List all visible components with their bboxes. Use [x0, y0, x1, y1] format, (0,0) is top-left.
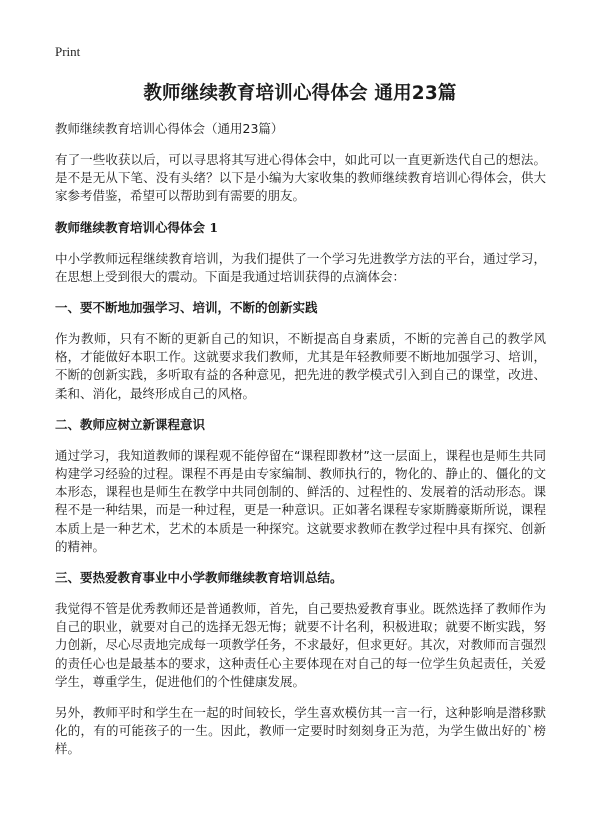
point-3-paragraph-2: 另外，教师平时和学生在一起的时间较长，学生喜欢模仿其一言一行，这种影响是潜移默化的，有的可能孩子的一生。因此，教师一定要时时刻刻身正为范，为学生做出好的`榜样。: [55, 705, 546, 757]
point-3-paragraph-1: 我觉得不管是优秀教师还是普通教师，首先，自己要热爱教育事业。既然选择了教师作为自己的职业，就要对自己的选择无怨无悔；就要不计名利，积极进取；就要不断实践，努力创新，尽心尽责地完成每一项教学任务，不求最好，但求更好。其次，对教师而言强烈的责任心也是最基本的要求，这种责任心主要体现在对自己的每一位学生负起责任，关爱学生，尊重学生，促进他们的个性健康发展。: [55, 601, 546, 689]
point-2-paragraph: 通过学习，我知道教师的课程观不能停留在“课程即教材”这一层面上，课程也是师生共同构建学习经验的过程。课程不再是由专家编制、教师执行的，物化的、静止的、僵化的文本形态，课程也是师生在教学中共同创制的、鲜活的、过程性的、发展着的活动形态。课程不是一种结果，而是一种过程，更是一种意识。正如著名课程专家斯腾豪斯所说，课程本质上是一种艺术，艺术的本质是一种探究。这就要求教师在教学过程中具有探究、创新的精神。: [55, 447, 546, 554]
point-1-paragraph: 作为教师，只有不断的更新自己的知识，不断提高自身素质，不断的完善自己的教学风格，才能做好本职工作。这就要求我们教师，尤其是年轻教师要不断地加强学习、培训，不断的创新实践，多听取有益的各种意见，把先进的教学模式引入到自己的课堂，改进、柔和、消化，最终形成自己的风格。: [55, 331, 546, 401]
point-3-heading: 三、要热爱教育事业中小学教师继续教育培训总结。: [55, 570, 343, 586]
intro-paragraph: 有了一些收获以后，可以寻思将其写进心得体会中，如此可以一直更新迭代自己的想法。是不是无从下笔、没有头绪？以下是小编为大家收集的教师继续教育培训心得体会，供大家参考借鉴，希望可以帮助到有需要的朋友。: [55, 152, 546, 204]
point-1-heading: 一、要不断地加强学习、培训，不断的创新实践: [55, 300, 318, 316]
document-title: 教师继续教育培训心得体会 通用23篇: [143, 83, 457, 104]
document-subtitle: 教师继续教育培训心得体会（通用23篇）: [55, 121, 284, 136]
point-2-heading: 二、教师应树立新课程意识: [55, 416, 206, 432]
print-label: Print: [55, 44, 81, 59]
section-title: 教师继续教育培训心得体会 1: [55, 219, 219, 235]
document-body: [55, 120, 546, 772]
section-intro-paragraph: 中小学教师远程继续教育培训，为我们提供了一个学习先进教学方法的平台，通过学习，在思想上受到很大的震动。下面是我通过培训获得的点滴体会：: [55, 250, 546, 284]
